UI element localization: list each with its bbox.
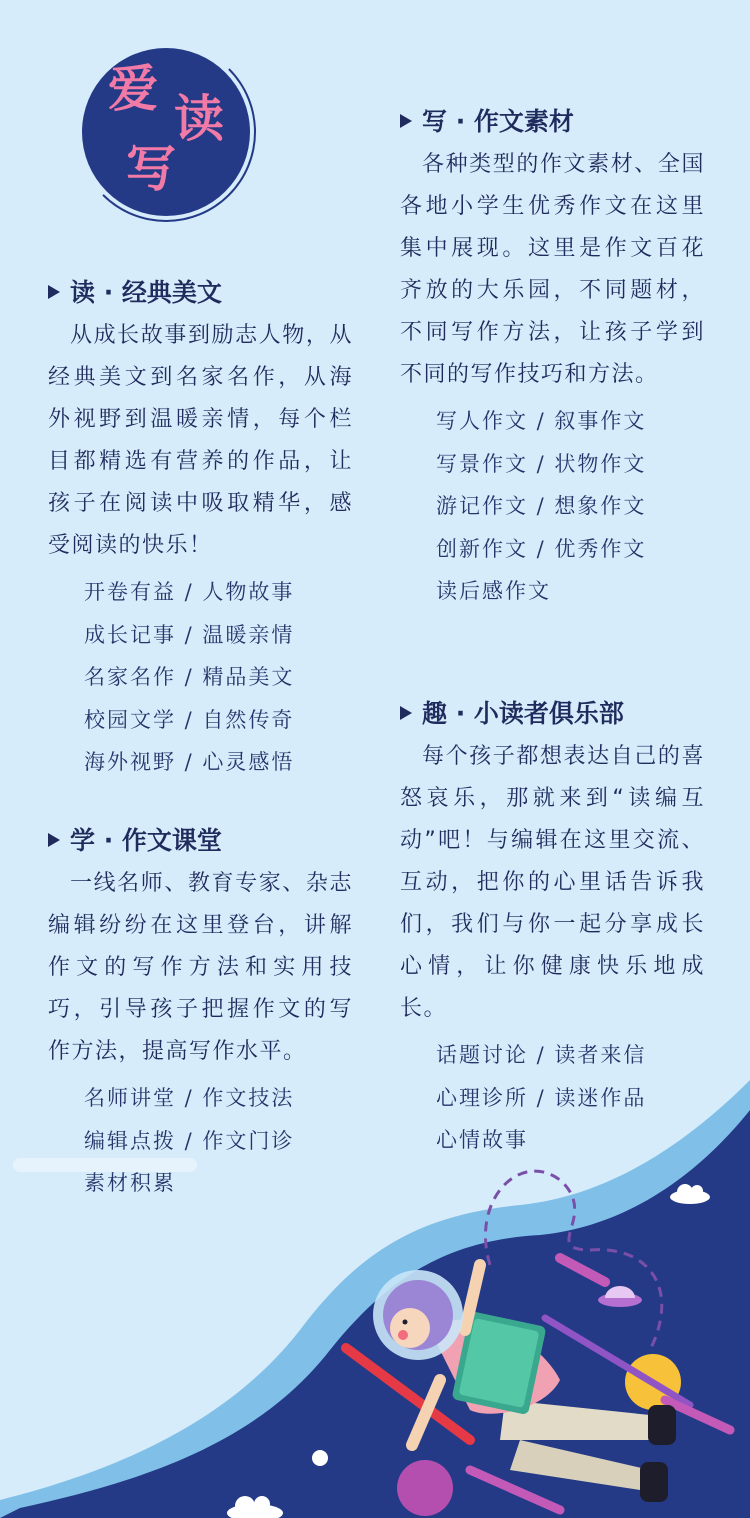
logo-badge: [82, 48, 250, 216]
list-item: 名家名作 / 精品美文: [84, 665, 295, 689]
list-item: 话题讨论 / 读者来信: [436, 1043, 647, 1067]
section-body: 每个孩子都想表达自己的喜怒哀乐，那就来到“读编互动”吧！与编辑在这里交流、互动，把你的心里话告诉我们，我们与你一起分享成长心情，让你健康快乐地成长。: [400, 744, 705, 1021]
list-item: 读后感作文: [436, 579, 551, 603]
section-body: 各种类型的作文素材、全国各地小学生优秀作文在这里集中展现。这里是作文百花齐放的大乐园，不同题材，不同写作方法，让孩子学到不同的写作技巧和方法。: [400, 152, 705, 387]
planet-purple-icon: [397, 1460, 453, 1516]
column-list: [400, 1034, 705, 1162]
section-body: 从成长故事到励志人物，从经典美文到名家名作，从海外视野到温暖亲情，每个栏目都精选有营养的作品，让孩子在阅读中吸取精华，感受阅读的快乐！: [48, 323, 353, 558]
list-item: 游记作文 / 想象作文: [436, 494, 647, 518]
list-item: 心理诊所 / 读迷作品: [436, 1085, 647, 1110]
section-title-text: 读 · 经典美文: [70, 278, 222, 307]
list-item: 写景作文 / 状物作文: [436, 451, 647, 476]
section-title: [400, 696, 705, 732]
section-body: 一线名师、教育专家、杂志编辑纷纷在这里登台，讲解作文的写作方法和实用技巧，引导孩子把握作文的写作方法，提高写作水平。: [48, 871, 353, 1064]
section-write: [400, 104, 705, 613]
column-list: [400, 400, 705, 613]
list-item: 成长记事 / 温暖亲情: [84, 622, 295, 647]
section-title-text: 学 · 作文课堂: [70, 826, 222, 855]
triangle-icon: [48, 833, 60, 847]
logo-char-du: 读: [174, 89, 224, 148]
section-read: [48, 275, 353, 784]
list-item: 校园文学 / 自然传奇: [84, 707, 295, 732]
list-item: 海外视野 / 心灵感悟: [84, 750, 295, 774]
triangle-icon: [400, 706, 412, 720]
triangle-icon: [400, 114, 412, 128]
triangle-icon: [48, 285, 60, 299]
section-learn: [48, 823, 353, 1205]
list-item: 创新作文 / 优秀作文: [436, 536, 647, 561]
section-title-text: 趣 · 小读者俱乐部: [422, 699, 624, 728]
section-title-text: 写 · 作文素材: [422, 107, 574, 136]
section-title: [48, 823, 353, 859]
list-item: 写人作文 / 叙事作文: [436, 409, 647, 433]
section-fun: [400, 696, 705, 1162]
list-item: 开卷有益 / 人物故事: [84, 580, 295, 604]
list-item: 名师讲堂 / 作文技法: [84, 1086, 295, 1110]
list-item: 编辑点拨 / 作文门诊: [84, 1128, 295, 1153]
section-title: [400, 104, 705, 140]
planet-small-icon: [312, 1450, 328, 1466]
column-list: [48, 571, 353, 784]
section-title: [48, 275, 353, 311]
list-item: 心情故事: [436, 1128, 528, 1152]
list-item: 素材积累: [84, 1171, 176, 1195]
column-list: [48, 1077, 353, 1205]
logo-char-ai: 爱: [108, 59, 158, 118]
logo-char-xie: 写: [126, 139, 176, 198]
